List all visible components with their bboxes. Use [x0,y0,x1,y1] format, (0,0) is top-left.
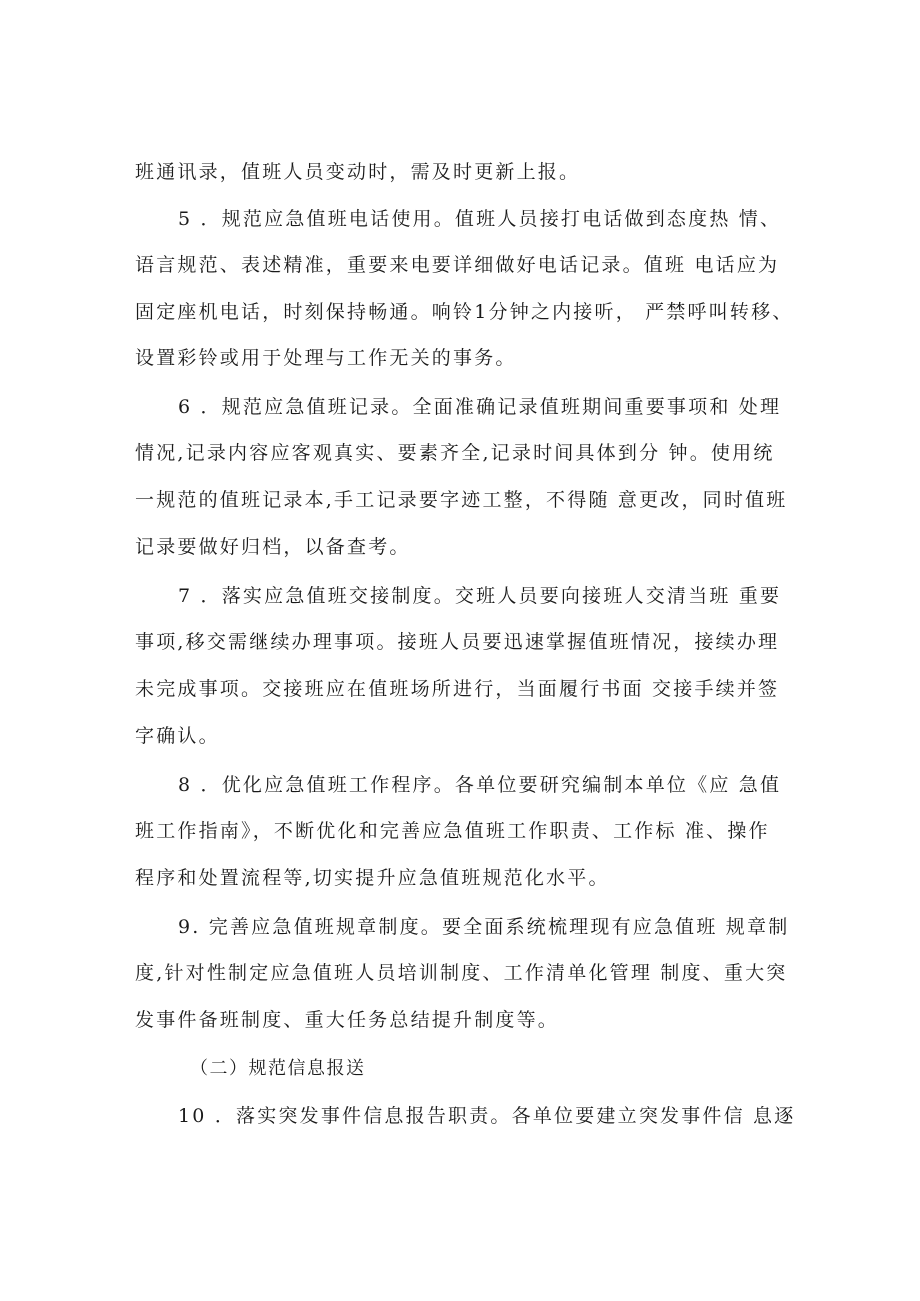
text-line: 未完成事项。交接班应在值班场所进行，当面履行书面 交接手续并签 [135,678,780,700]
text-line: 班工作指南》，不断优化和完善应急值班工作职责、工作标 准、操作 [135,820,770,842]
section-heading: （二）规范信息报送 [190,1058,366,1079]
text-line: 语言规范、表述精准，重要来电要详细做好电话记录。值班 电话应为 [135,254,780,276]
text-line: 事项,移交需继续办理事项。接班人员要迅速掌握值班情况，接续办理 [135,631,780,653]
paragraph-7-start: 7 ．落实应急值班交接制度。交班人员要向接班人交清当班 重要 [178,585,782,607]
text-line: 设置彩铃或用于处理与工作无关的事务。 [135,347,517,369]
text-line: 情况,记录内容应客观真实、要素齐全,记录时间具体到分 钟。使用统 [135,442,775,464]
text-line: 固定座机电话，时刻保持畅通。响铃1分钟之内接听， 严禁呼叫转移、 [135,301,794,323]
text-line: 记录要做好归档，以备查考。 [135,536,411,558]
text-line: 程序和处置流程等,切实提升应急值班规范化水平。 [135,867,610,889]
paragraph-8-start: 8 ．优化应急值班工作程序。各单位要研究编制本单位《应 急值 [178,774,782,796]
text-line: 度,针对性制定应急值班人员培训制度、工作清单化管理 制度、重大突 [135,962,788,984]
text-line: 字确认。 [135,725,220,747]
paragraph-9-start: 9. 完善应急值班规章制度。要全面系统梳理现有应急值班 规章制 [178,916,790,938]
paragraph-6-start: 6 ．规范应急值班记录。全面准确记录值班期间重要事项和 处理 [178,396,782,418]
paragraph-10-start: 10 ．落实突发事件信息报告职责。各单位要建立突发事件信 息逐 [178,1105,796,1127]
text-line: 班通讯录，值班人员变动时，需及时更新上报。 [135,161,581,183]
text-line: 一规范的值班记录本,手工记录要字迹工整，不得随 意更改，同时值班 [135,489,788,511]
text-line: 发事件备班制度、重大任务总结提升制度等。 [135,1009,560,1031]
paragraph-5-start: 5 ．规范应急值班电话使用。值班人员接打电话做到态度热 情、 [178,208,782,230]
